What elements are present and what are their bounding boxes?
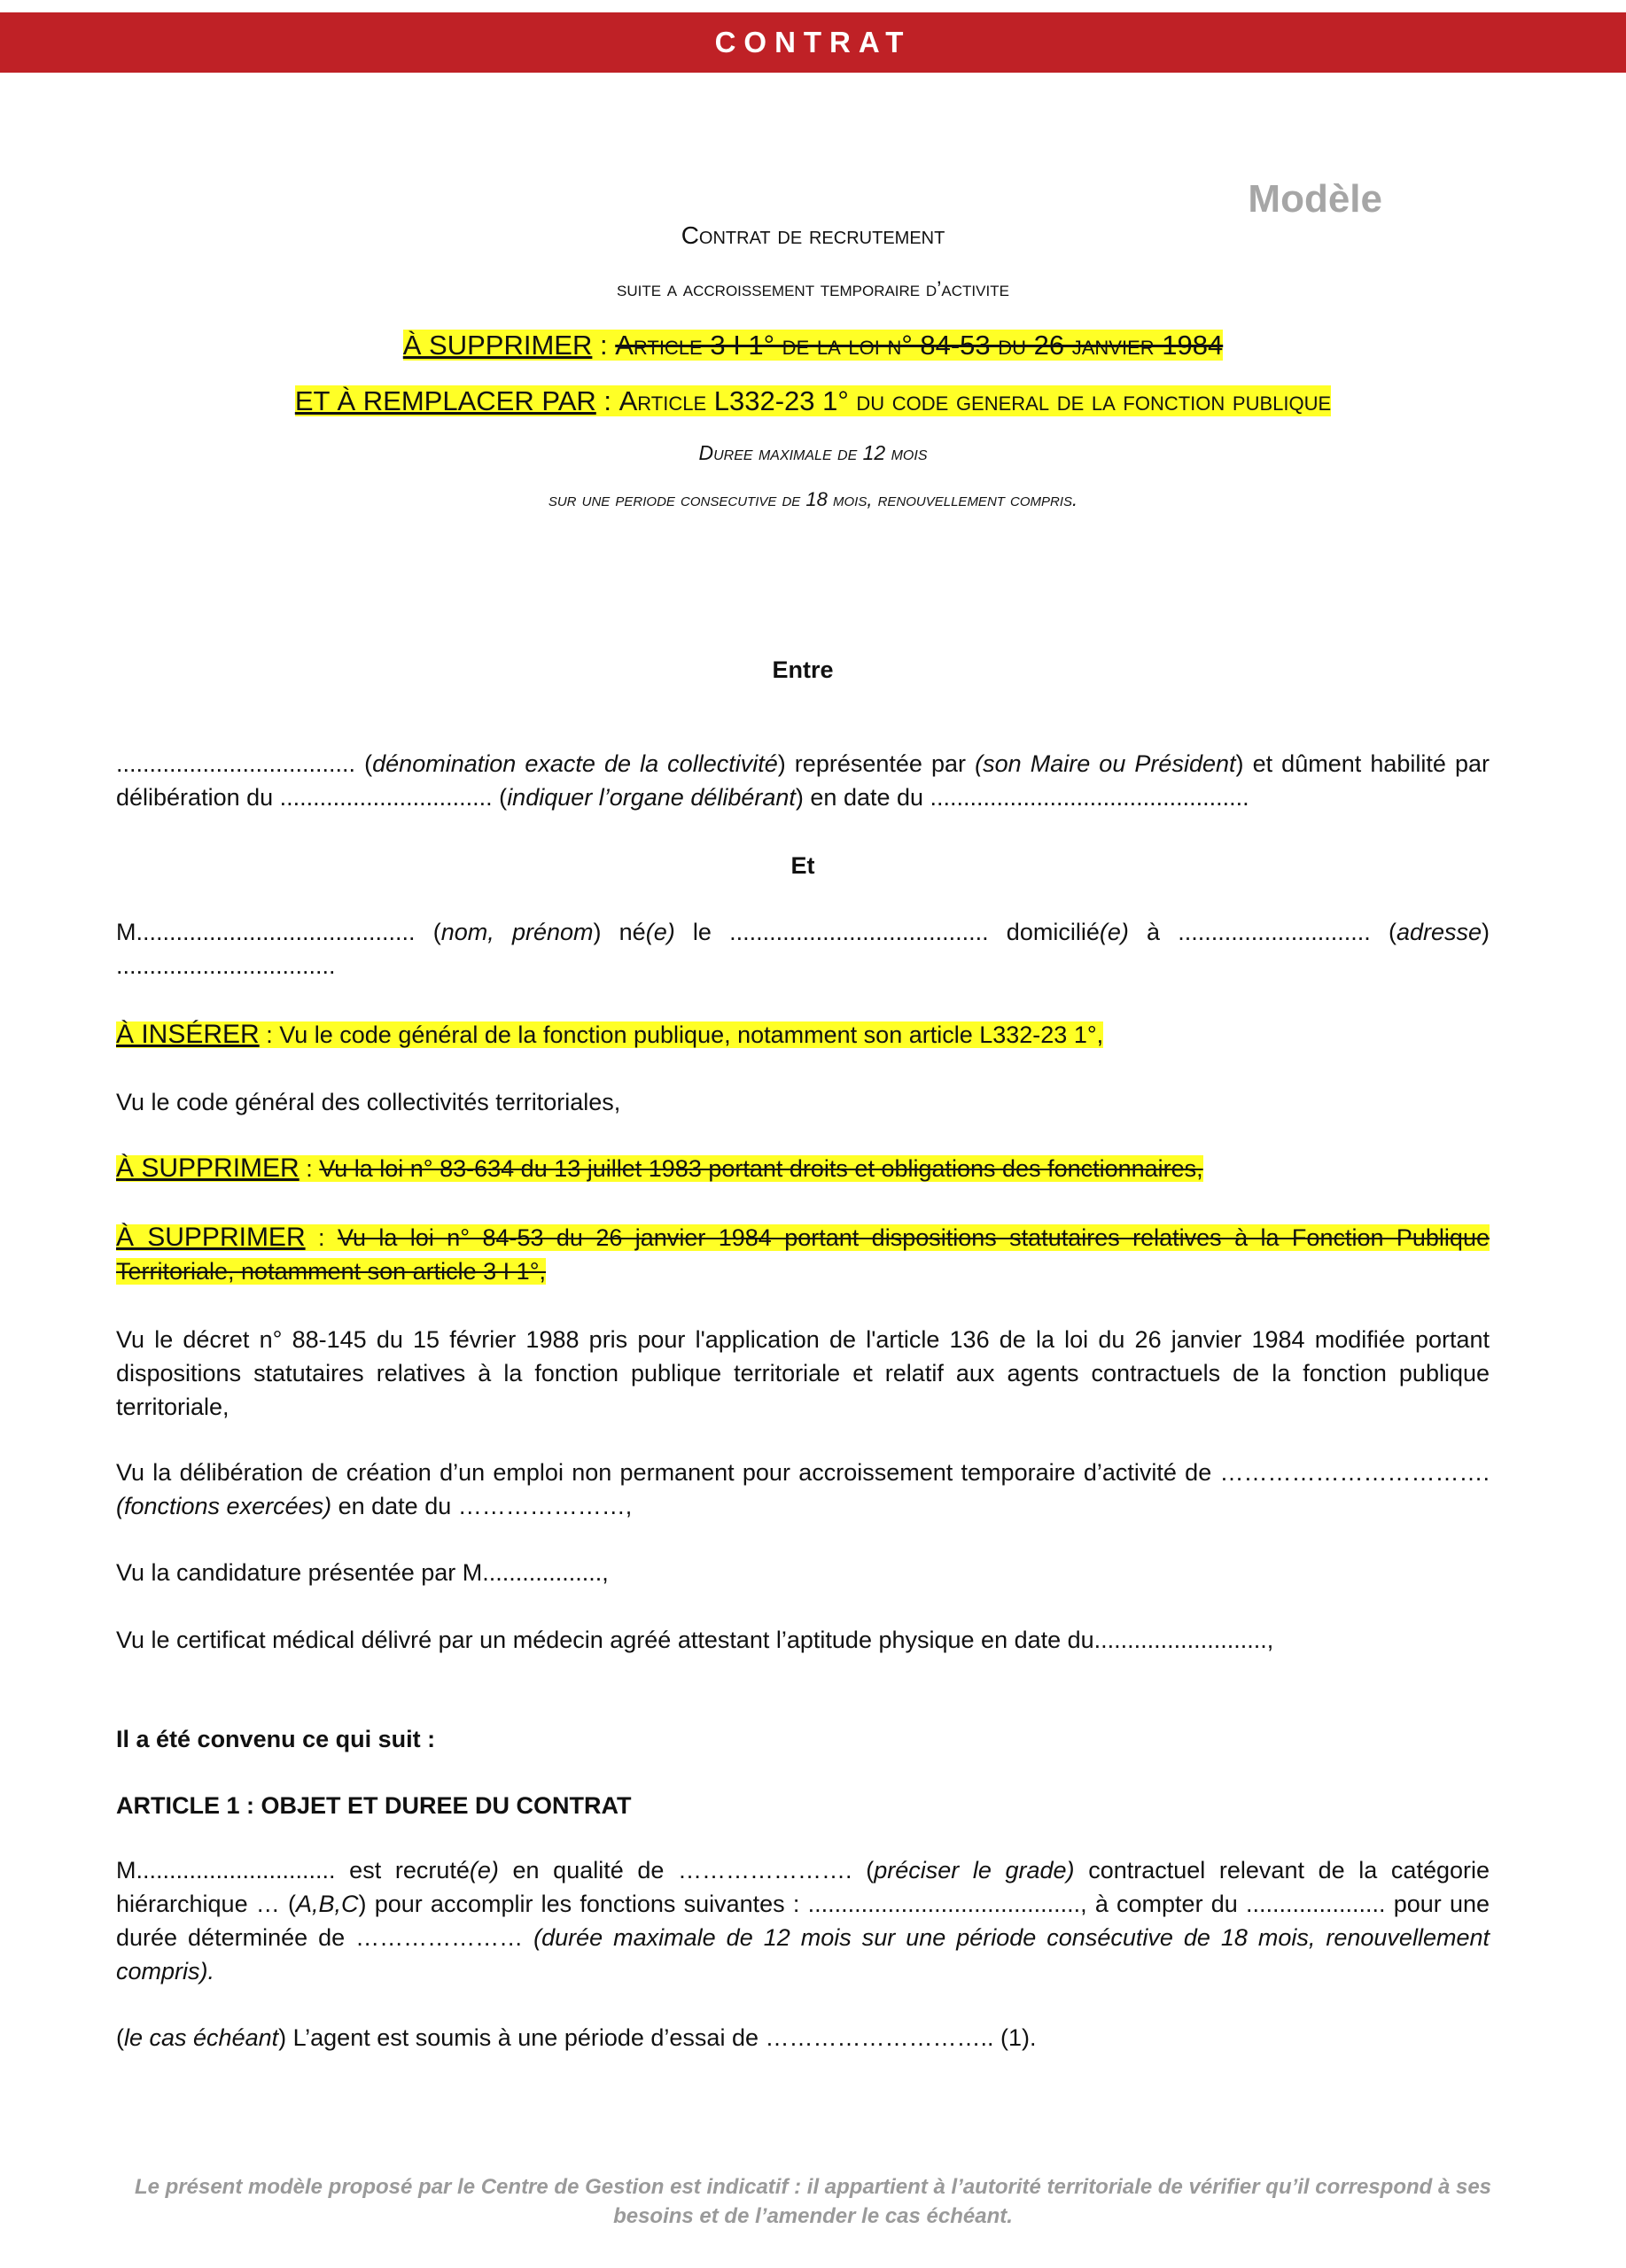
article1-italic-1: (e) [469, 1857, 499, 1884]
article1-text-2: en qualité de …………………. ( [498, 1857, 875, 1884]
party1-italic-2: (son Maire ou Président [975, 750, 1236, 777]
delete2-label: À SUPPRIMER [116, 1223, 306, 1252]
party2-text-2: ) né [593, 919, 646, 945]
insert-instruction [116, 1018, 1490, 1052]
party2-text-5: ) ................................. [116, 919, 1490, 979]
delete2-separator: : [305, 1224, 338, 1251]
party1-text-1: ( [355, 750, 373, 777]
article-1-heading: ARTICLE 1 : OBJET ET DUREE DU CONTRAT [116, 1792, 632, 1819]
party2-text-4: à ............................. ( [1128, 919, 1396, 945]
vu-certificat: Vu le certificat médical délivré par un médecin agréé attestant l’aptitude physique en date du.........................., [116, 1627, 1274, 1653]
vu-decret: Vu le décret n° 88-145 du 15 février 1988 pris pour l'application de l'article 136 de la loi du 26 janvier 1984 modifiée portant dispositions statutaires relatives à la fonction publique territoriale et relatif aux agents contractuels de la fonction publique territoriale, [116, 1326, 1490, 1420]
article1-italic-4: (durée maximale de 12 mois sur une période consécutive de 18 mois, renouvellement compris). [116, 1924, 1490, 1984]
title-period: sur une periode consecutive de 18 mois, renouvellement compris. [548, 488, 1078, 510]
party1-italic-3: indiquer l’organe délibérant [507, 784, 796, 811]
delete-instruction-1 [116, 1152, 1490, 1185]
banner-title: CONTRAT [714, 26, 912, 58]
delete-separator: : [592, 330, 616, 361]
insert-text: Vu le code général de la fonction publique, notamment son article L332-23 1°, [279, 1021, 1104, 1048]
deliberation-italic-1: (fonctions exercées) [116, 1493, 332, 1519]
deliberation-text-1: Vu la délibération de création d’un emploi non permanent pour accroissement temporaire d’activité de ……………………………. [116, 1459, 1490, 1486]
convenu-heading: Il a été convenu ce qui suit : [116, 1726, 436, 1752]
delete1-label: À SUPPRIMER [116, 1153, 300, 1183]
title-line-1: Contrat de recrutement [681, 221, 945, 249]
vu-deliberation [116, 1456, 1490, 1523]
delete1-text: Vu la loi n° 83-634 du 13 juillet 1983 portant droits et obligations des fonctionnaires, [319, 1155, 1203, 1182]
title-delete-highlight [403, 330, 1223, 361]
party1-text-4: ) en date du ................................................ [795, 784, 1249, 811]
party2-italic-4: adresse [1396, 919, 1482, 945]
party2-italic-1: nom, prénom [440, 919, 594, 945]
party-agent [116, 915, 1490, 983]
insert-label: À INSÉRER [116, 1020, 260, 1049]
footer-disclaimer: Le présent modèle proposé par le Centre de Gestion est indicatif : il appartient à l’autorité territoriale de vérifier qu’il correspond à ses besoins et de l’amender le cas échéant. [134, 2175, 1492, 2228]
title-duration: Duree maximale de 12 mois [698, 441, 928, 464]
entre-heading: Entre [772, 656, 834, 683]
party1-text-2: ) représentée par [777, 750, 976, 777]
model-watermark: Modèle [1248, 177, 1382, 221]
title-replace-line [0, 385, 1626, 417]
article-1-trial-period [116, 2021, 1490, 2054]
delete1-separator: : [299, 1155, 320, 1182]
insert-separator: : [259, 1021, 280, 1048]
vu-cgct: Vu le code général des collectivités territoriales, [116, 1089, 621, 1115]
title-replace-highlight [295, 385, 1331, 416]
party1-italic-1: dénomination exacte de la collectivité [372, 750, 778, 777]
delete2-highlight [116, 1224, 1490, 1285]
article1-text-4: ) pour accomplir les fonctions suivantes : ........................................., à compter du ..................... pour une durée déterminée de ………………… [116, 1891, 1490, 1951]
deliberation-text-2: en date du …………………, [331, 1493, 633, 1519]
trial-italic-1: le cas échéant [124, 2024, 279, 2051]
delete1-highlight [116, 1155, 1203, 1182]
title-line-2: suite a accroissement temporaire d’activite [617, 277, 1009, 301]
vu-candidature: Vu la candidature présentée par M.................., [116, 1559, 609, 1586]
replace-label: ET À REMPLACER PAR [294, 385, 596, 416]
party2-italic-3: (e) [1099, 919, 1129, 945]
deleted-article-text: Article 3 I 1° de la loi n° 84-53 du 26 janvier 1984 [615, 330, 1224, 361]
party1-text-3: ) et dûment habilité par délibération du ................................ ( [116, 750, 1490, 811]
insert-highlight [116, 1021, 1103, 1048]
delete-instruction-2 [116, 1221, 1490, 1288]
replace-separator: : [595, 385, 619, 416]
article1-italic-3: A,B,C [295, 1891, 359, 1917]
party2-italic-2: (e) [645, 919, 675, 945]
trial-text-2: ) L’agent est soumis à une période d’essai de ……………………….. (1). [278, 2024, 1037, 2051]
article1-italic-2: préciser le grade) [874, 1857, 1075, 1884]
party1-dots: .................................... [116, 750, 356, 777]
et-heading: Et [790, 852, 815, 879]
replacement-article-text: Article L332-23 1° du code general de la fonction publique [619, 385, 1332, 416]
article1-text-3: contractuel relevant de la catégorie hiérarchique … ( [116, 1857, 1490, 1917]
article1-text-1: M.............................. est recruté [116, 1857, 470, 1884]
article-1-body [116, 1853, 1490, 1988]
party-collectivity [116, 747, 1490, 814]
trial-text-1: ( [116, 2024, 124, 2051]
party2-text-3: le ....................................... domicilié [674, 919, 1100, 945]
header-banner [0, 12, 1626, 73]
delete-label: À SUPPRIMER [402, 330, 593, 361]
delete2-text: Vu la loi n° 84-53 du 26 janvier 1984 portant dispositions statutaires relatives à la Fonction Publique Territoriale, notamment son article 3 I 1°, [116, 1224, 1490, 1285]
party2-text-1: M.......................................... ( [116, 919, 441, 945]
title-delete-line [0, 330, 1626, 361]
